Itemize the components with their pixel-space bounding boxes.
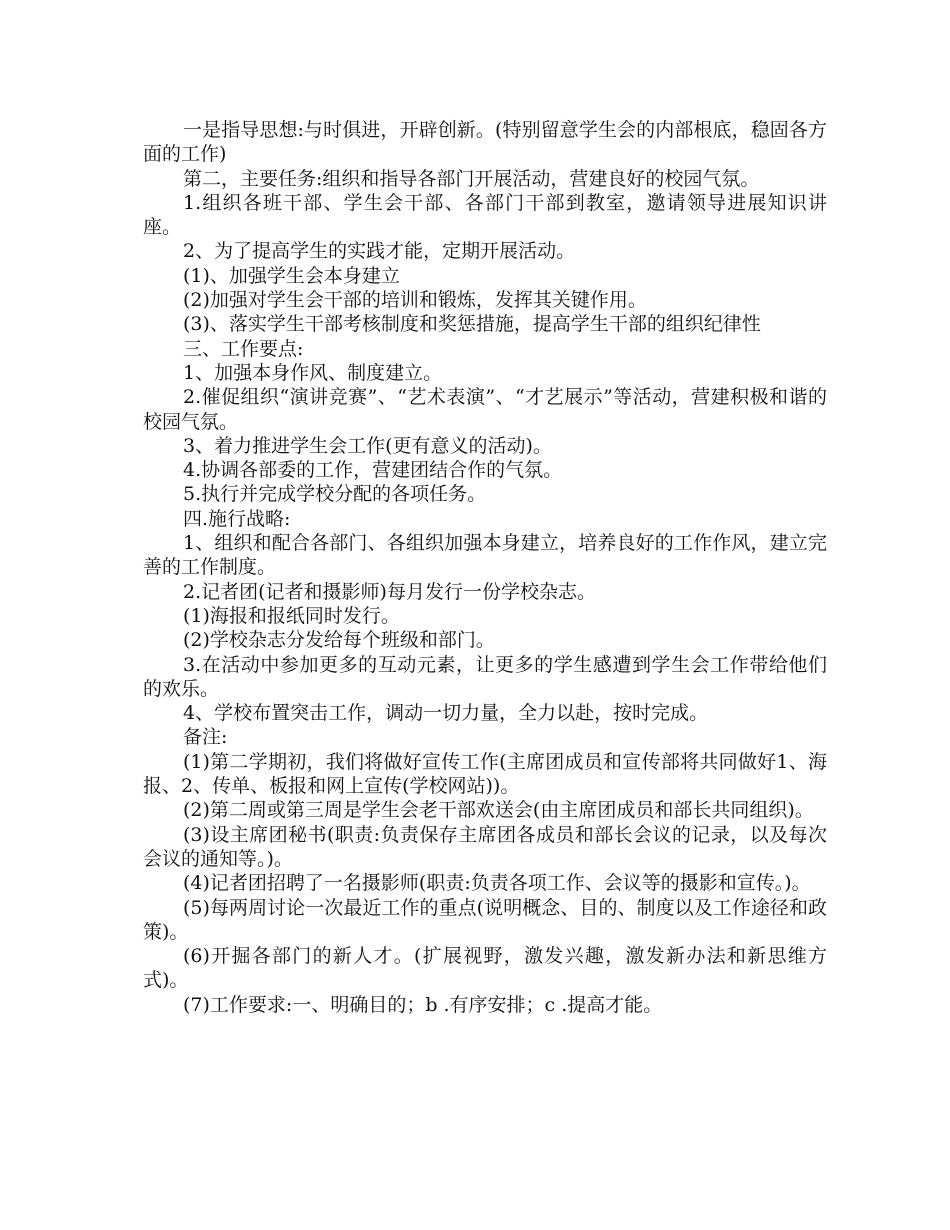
paragraph-strategy-1: 1、组织和配合各部门、各组织加强本身建立，培养良好的工作作风，建立完善的工作制度。 — [143, 532, 827, 579]
paragraph-note-6: (6)开掘各部门的新人才。(扩展视野，激发兴趣，激发新办法和新思维方式)。 — [143, 945, 827, 992]
paragraph-guiding-thought: 一是指导思想:与时俱进，开辟创新。(特别留意学生会的内部根底，稳固各方面的工作) — [143, 119, 827, 166]
paragraph-work-point-2: 2.催促组织“演讲竞赛”、“艺术表演”、“才艺展示”等活动，营建积极和谐的校园气氛。 — [143, 386, 827, 433]
paragraph-note-4: (4)记者团招聘了一名摄影师(职责:负责各项工作、会议等的摄影和宣传。)。 — [183, 872, 811, 895]
paragraph-task-2-item-3: (3)、落实学生干部考核制度和奖惩措施，提高学生干部的组织纪律性 — [183, 313, 761, 336]
paragraph-note-7: (7)工作要求:一、明确目的；b .有序安排；c .提高才能。 — [183, 993, 663, 1016]
paragraph-task-2-item-1: (1)、加强学生会本身建立 — [183, 264, 400, 287]
paragraph-task-2: 2、为了提高学生的实践才能，定期开展活动。 — [183, 240, 576, 263]
paragraph-strategy-4: 4、学校布置突击工作，调动一切力量，全力以赴，按时完成。 — [183, 702, 709, 725]
paragraph-task-2-item-2: (2)加强对学生会干部的培训和锻炼，发挥其关键作用。 — [183, 289, 647, 312]
document-body — [143, 118, 827, 1017]
paragraph-strategy-2: 2.记者团(记者和摄影师)每月发行一份学校杂志。 — [183, 580, 596, 603]
section-heading-notes: 备注: — [183, 726, 228, 749]
paragraph-strategy-2-item-1: (1)海报和报纸同时发行。 — [183, 604, 400, 627]
paragraph-task-1: 1.组织各班干部、学生会干部、各部门干部到教室，邀请领导进展知识讲座。 — [143, 191, 827, 239]
paragraph-work-point-4: 4.协调各部委的工作，营建团结合作的气氛。 — [183, 459, 563, 482]
paragraph-note-1: (1)第二学期初，我们将做好宣传工作(主席团成员和宣传部将共同做好1、海报、2、传单、板报和网上宣传(学校网站))。 — [143, 750, 827, 798]
paragraph-note-3: (3)设主席团秘书(职责:负责保存主席团各成员和部长会议的记录，以及每次会议的通知等。)。 — [143, 823, 827, 870]
paragraph-work-point-3: 3、着力推进学生会工作(更有意义的活动)。 — [183, 434, 552, 457]
section-heading-work-points: 三、工作要点: — [183, 337, 304, 360]
paragraph-work-point-5: 5.执行并完成学校分配的各项任务。 — [183, 483, 487, 506]
paragraph-work-point-1: 1、加强本身作风、制度建立。 — [183, 361, 443, 384]
paragraph-strategy-3: 3.在活动中参加更多的互动元素，让更多的学生感遭到学生会工作带给他们的欢乐。 — [143, 653, 827, 700]
paragraph-strategy-2-item-2: (2)学校杂志分发给每个班级和部门。 — [183, 629, 495, 652]
paragraph-note-2: (2)第二周或第三周是学生会老干部欢送会(由主席团成员和部长共同组织)。 — [183, 799, 814, 822]
section-heading-strategy: 四.施行战略: — [183, 507, 291, 530]
paragraph-note-5: (5)每两周讨论一次最近工作的重点(说明概念、目的、制度以及工作途径和政策)。 — [143, 896, 827, 943]
paragraph-main-tasks: 第二，主要任务:组织和指导各部门开展活动，营建良好的校园气氛。 — [183, 167, 760, 190]
